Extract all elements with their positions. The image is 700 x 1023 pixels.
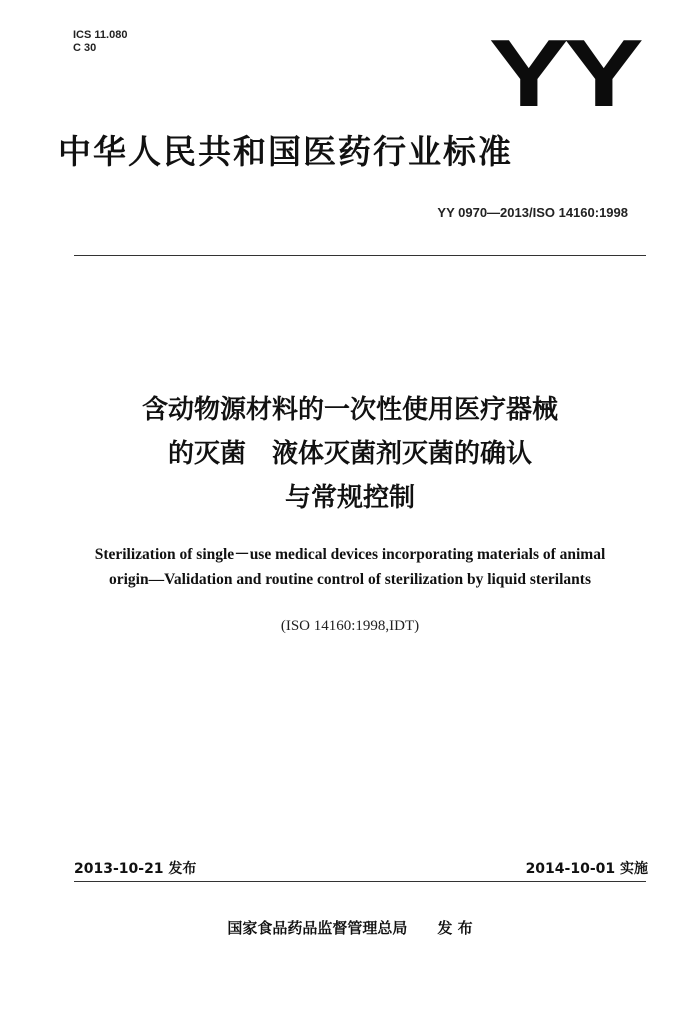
ccs-code: C 30 (73, 42, 97, 54)
yy-logo: YY (488, 20, 639, 127)
chinese-title-line-3: 与常规控制 (284, 483, 415, 513)
classification-codes (73, 29, 127, 55)
issuer-name: 国家食品药品监督管理总局 (227, 919, 408, 937)
adoption-note: (ISO 14160:1998,IDT) (280, 618, 420, 634)
ics-code: ICS 11.080 (73, 29, 128, 41)
header-divider (74, 255, 646, 256)
issuer-line (0, 917, 700, 938)
standard-number: YY 0970—2013/ISO 14160:1998 (437, 205, 628, 220)
issue-date: 2013-10-21 发布 (74, 861, 197, 877)
footer-divider (74, 881, 646, 882)
english-title-line-2: origin—Validation and routine control of sterilization by liquid sterilants (109, 571, 591, 588)
effective-date: 2014-10-01 实施 (525, 861, 648, 877)
english-title-line-1: Sterilization of single－use medical devices incorporating materials of animal (94, 546, 606, 563)
issuer-action: 发 布 (437, 919, 473, 937)
issuing-standard-body: 中华人民共和国医药行业标准 (58, 132, 513, 171)
chinese-title (0, 388, 700, 520)
chinese-title-line-2: 的灭菌 液体灭菌剂灭菌的确认 (167, 439, 532, 469)
chinese-title-line-1: 含动物源材料的一次性使用医疗器械 (141, 395, 558, 425)
english-title (0, 542, 700, 592)
